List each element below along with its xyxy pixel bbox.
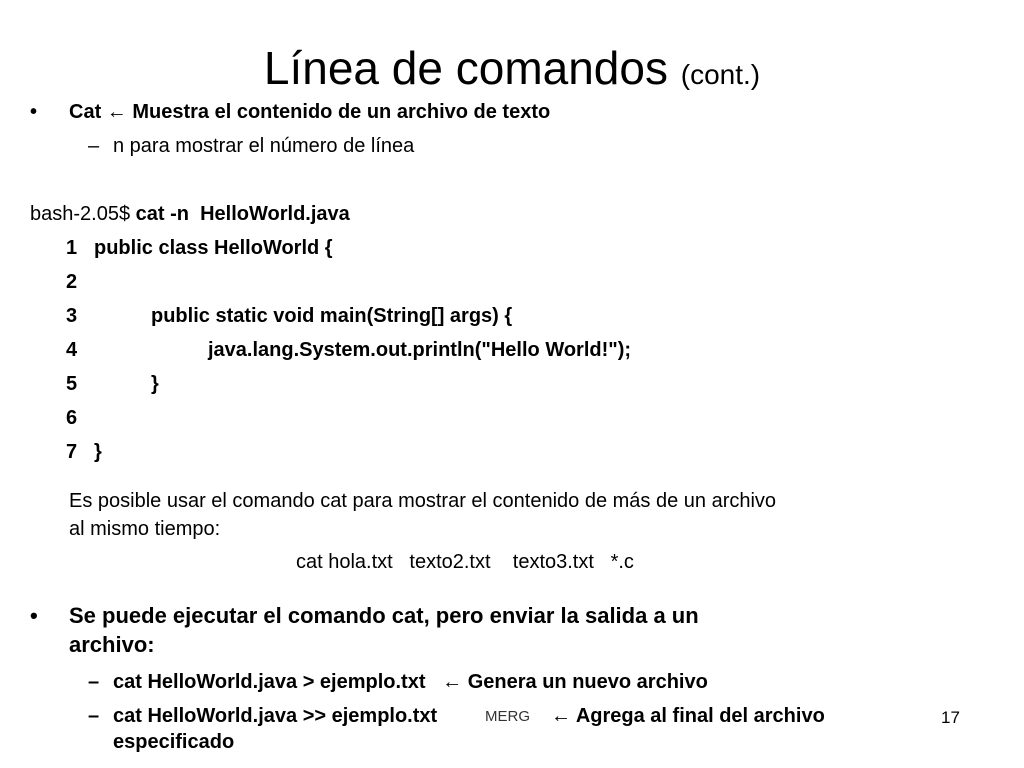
bullet-redirect-line-1: Se puede ejecutar el comando cat, pero enviar la salida a un — [69, 603, 699, 628]
line-number: 4 — [66, 339, 78, 361]
dash-marker: – — [88, 671, 100, 693]
note-line-1: Es posible usar el comando cat para mostrar el contenido de más de un archivo — [69, 490, 777, 512]
page-number: 17 — [941, 708, 960, 727]
line-number: 6 — [66, 407, 78, 429]
command-line — [30, 203, 350, 226]
append-description-continued: especificado — [113, 731, 235, 753]
line-number: 5 — [66, 373, 78, 395]
line-number: 2 — [66, 271, 78, 293]
title-suffix: (cont.) — [680, 59, 761, 90]
shell-command: cat -n HelloWorld.java — [135, 203, 350, 225]
line-number: 7 — [66, 441, 78, 463]
append-command: cat HelloWorld.java >> ejemplo.txt — [113, 705, 438, 727]
bullet-text: Muestra el contenido de un archivo de texto — [132, 101, 551, 123]
redirect-command: cat HelloWorld.java > ejemplo.txt — [113, 671, 426, 693]
note-example: cat hola.txt texto2.txt texto3.txt *.c — [296, 551, 634, 573]
arrow-left-icon: ← — [442, 671, 463, 693]
code-line: public static void main(String[] args) { — [151, 305, 513, 327]
sub-bullet-overwrite — [113, 671, 708, 694]
note-line-2: al mismo tiempo: — [69, 518, 221, 540]
code-line: java.lang.System.out.println("Hello World!"); — [208, 339, 632, 361]
bullet-marker: • — [30, 603, 38, 628]
dash-marker: – — [88, 135, 100, 157]
bullet-term: Cat — [69, 101, 102, 123]
dash-marker: – — [88, 705, 100, 727]
code-line: } — [151, 373, 159, 395]
code-line: } — [94, 441, 102, 463]
sub-bullet-n: n para mostrar el número de línea — [113, 135, 415, 157]
code-line: public class HelloWorld { — [94, 237, 333, 259]
line-number: 1 — [66, 237, 78, 259]
shell-prompt: bash-2.05$ — [30, 203, 131, 225]
bullet-redirect-line-2: archivo: — [69, 632, 155, 657]
footer-label: MERG — [485, 708, 530, 725]
bullet-marker: • — [30, 101, 38, 123]
slide-title — [0, 40, 1024, 103]
title-main: Línea de comandos — [263, 42, 668, 94]
append-description: Agrega al final del archivo — [575, 705, 825, 727]
sub-bullet-append — [551, 705, 825, 728]
redirect-description: Genera un nuevo archivo — [467, 671, 708, 693]
arrow-left-icon: ← — [106, 101, 127, 123]
line-number: 3 — [66, 305, 78, 327]
bullet-cat — [69, 101, 550, 124]
arrow-left-icon: ← — [551, 705, 571, 727]
